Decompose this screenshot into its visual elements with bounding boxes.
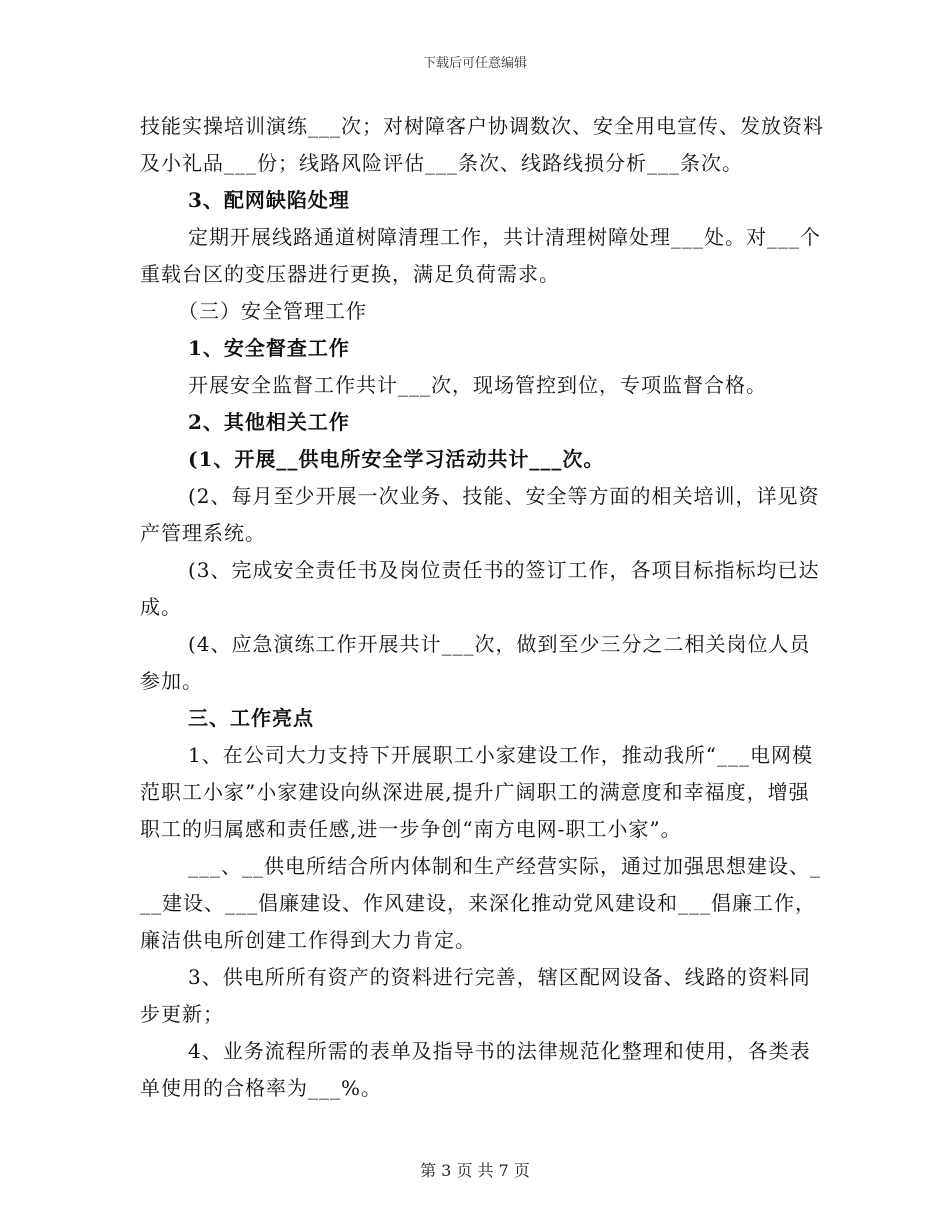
paragraph-asset-records: 3、供电所所有资产的资料进行完善，辖区配网设备、线路的资料同步更新； — [140, 965, 811, 1026]
heading-safety-inspection: 1、安全督查工作 — [188, 336, 350, 360]
paragraph-forms-standardization: 4、业务流程所需的表单及指导书的法律规范化整理和使用，各类表单使用的合格率为___%。 — [140, 1039, 811, 1100]
heading-other-work: 2、其他相关工作 — [188, 410, 350, 434]
paragraph-monthly-training: (2、每月至少开展一次业务、技能、安全等方面的相关培训，详见资产管理系统。 — [140, 484, 820, 545]
paragraph-safety-supervision: 开展安全监督工作共计___次，现场管控到位，专项监督合格。 — [188, 373, 767, 397]
paragraph-party-building: ___、__供电所结合所内体制和生产经营实际，通过加强思想建设、___建设、___倡廉建设、作风建设，来深化推动党风建设和___倡廉工作，廉洁供电所创建工作得到大力肯定。 — [140, 854, 821, 952]
heading-safety-management: （三）安全管理工作 — [178, 299, 367, 323]
page-number: 第 3 页 共 7 页 — [420, 1161, 530, 1180]
paragraph-safety-study: (1、开展__供电所安全学习活动共计___次。 — [188, 447, 605, 471]
heading-distribution-defects: 3、配网缺陷处理 — [188, 188, 350, 212]
paragraph-tree-clearing: 定期开展线路通道树障清理工作，共计清理树障处理___处。对___个重载台区的变压器进行更换，满足负荷需求。 — [140, 225, 821, 286]
paragraph-emergency-drills: (4、应急演练工作开展共计___次，做到至少三分之二相关岗位人员参加。 — [140, 632, 811, 693]
page-header: 下载后可任意编辑 — [422, 56, 527, 71]
paragraph-staff-home: 1、在公司大力支持下开展职工小家建设工作，推动我所“___电网模范职工小家”小家建设向纵深进展,提升广阔职工的满意度和幸福度，增强职工的归属感和责任感,进一步争创“南方电网-职工小家”。 — [140, 743, 813, 841]
document-body — [140, 108, 830, 1107]
heading-work-highlights: 三、工作亮点 — [188, 706, 314, 730]
paragraph-training-stats: 技能实操培训演练___次；对树障客户协调数次、安全用电宣传、发放资料及小礼品___份；线路风险评估___条次、线路线损分析___条次。 — [140, 114, 824, 175]
paragraph-responsibility-letters: (3、完成安全责任书及岗位责任书的签订工作，各项目标指标均已达成。 — [140, 558, 820, 619]
